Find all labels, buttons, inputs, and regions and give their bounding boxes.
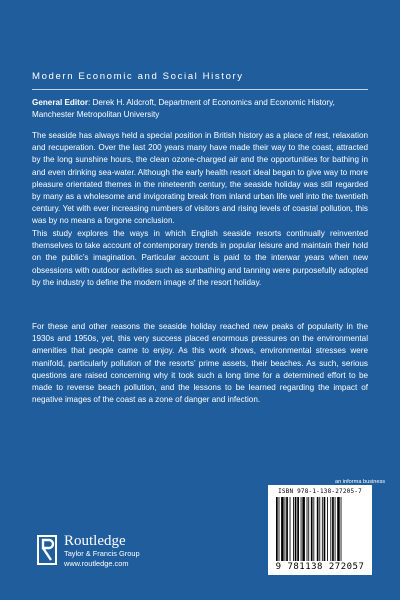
barcode-bar (332, 497, 334, 561)
blurb-paragraph-3: For these and other reasons the seaside holiday reached new peaks of popularity in the 1930s and 1950s, yet, this very success placed enormous pressures on the environmental amenities that people came to enjoy. As this work shows, environmental stresses were manifold, particularly pollution of the resorts’ prime assets, their beaches. As such, serious questions are raised concerning why it took such a long time for a determined effort to be made to reverse beach pollution, and the lessons to be learned regarding the impact of negative images of the coast as a zone of danger and infection. (32, 322, 368, 405)
barcode-bar (335, 497, 336, 561)
barcode-bar (290, 497, 291, 561)
barcode-bar (286, 497, 288, 561)
divider-rule (32, 89, 368, 90)
publisher-url[interactable]: www.routledge.com (64, 559, 129, 568)
barcode-bar (327, 497, 328, 561)
barcode-bar (279, 497, 280, 561)
general-editor (32, 97, 368, 121)
publisher-group: Taylor & Francis Group (64, 549, 140, 558)
barcode-bar (281, 497, 284, 561)
series-title: Modern Economic and Social History (32, 71, 244, 82)
barcode-bar (297, 497, 299, 561)
barcode-bar (319, 497, 320, 561)
publisher-name: Routledge (64, 533, 126, 549)
editor-label: General Editor (32, 98, 88, 107)
barcode-bar (308, 497, 309, 561)
publisher-block (64, 533, 140, 569)
barcode-graphic (276, 497, 368, 561)
barcode-bar (324, 497, 326, 561)
barcode-bar (301, 497, 302, 561)
barcode-bar (295, 497, 297, 561)
barcode-bar (313, 497, 314, 561)
barcode-bar (322, 497, 323, 561)
isbn-number: ISBN 978-1-138-27205-7 (278, 488, 362, 495)
barcode-bar (302, 497, 305, 561)
isbn-barcode-box (268, 485, 372, 575)
barcode-bar (330, 497, 331, 561)
barcode-bar (293, 497, 294, 561)
editor-text: : Derek H. Aldcroft, Department of Economics and Economic History, Manchester Metropolitan University (32, 98, 335, 120)
informa-tagline: an informa business (335, 479, 386, 485)
barcode-bar (307, 497, 308, 561)
barcode-bar (337, 497, 340, 561)
barcode-bar (276, 497, 278, 561)
barcode-bar (341, 497, 342, 561)
barcode-bar (317, 497, 319, 561)
blurb-paragraph-1: The seaside has always held a special position in British history as a place of rest, relaxation and recuperation. Over the last 200 years many have made their way to the coast, attracted by the long sunshine hours, the clean ozone-charged air and the opportunities for bathing in and even drinking sea-water. Although the early health resort ideal began to give way to more pleasure orientated themes in the nineteenth century, the seaside holiday was still regarded by many as a wholesome and invigorating break from inland urban life well into the twentieth century. Yet with ever increasing numbers of visitors and rising levels of coastal pollution, this was by no means a forgone conclusion. (32, 131, 368, 226)
barcode-bar (311, 497, 313, 561)
barcode-bar (285, 497, 286, 561)
routledge-logo-icon (37, 535, 57, 565)
blurb-paragraph-2: This study explores the ways in which English seaside resorts continually reinvented themselves to take account of contemporary trends in popular leisure and maintain their hold on the public’s imagination. Particular account is paid to the interwar years when new obsessions with outdoor activities such as sunbathing and tanning were purposefully adopted by the industry to define the modern image of the resort holiday. (32, 229, 368, 287)
barcode-digits: 9 781138 272057 (275, 562, 365, 572)
